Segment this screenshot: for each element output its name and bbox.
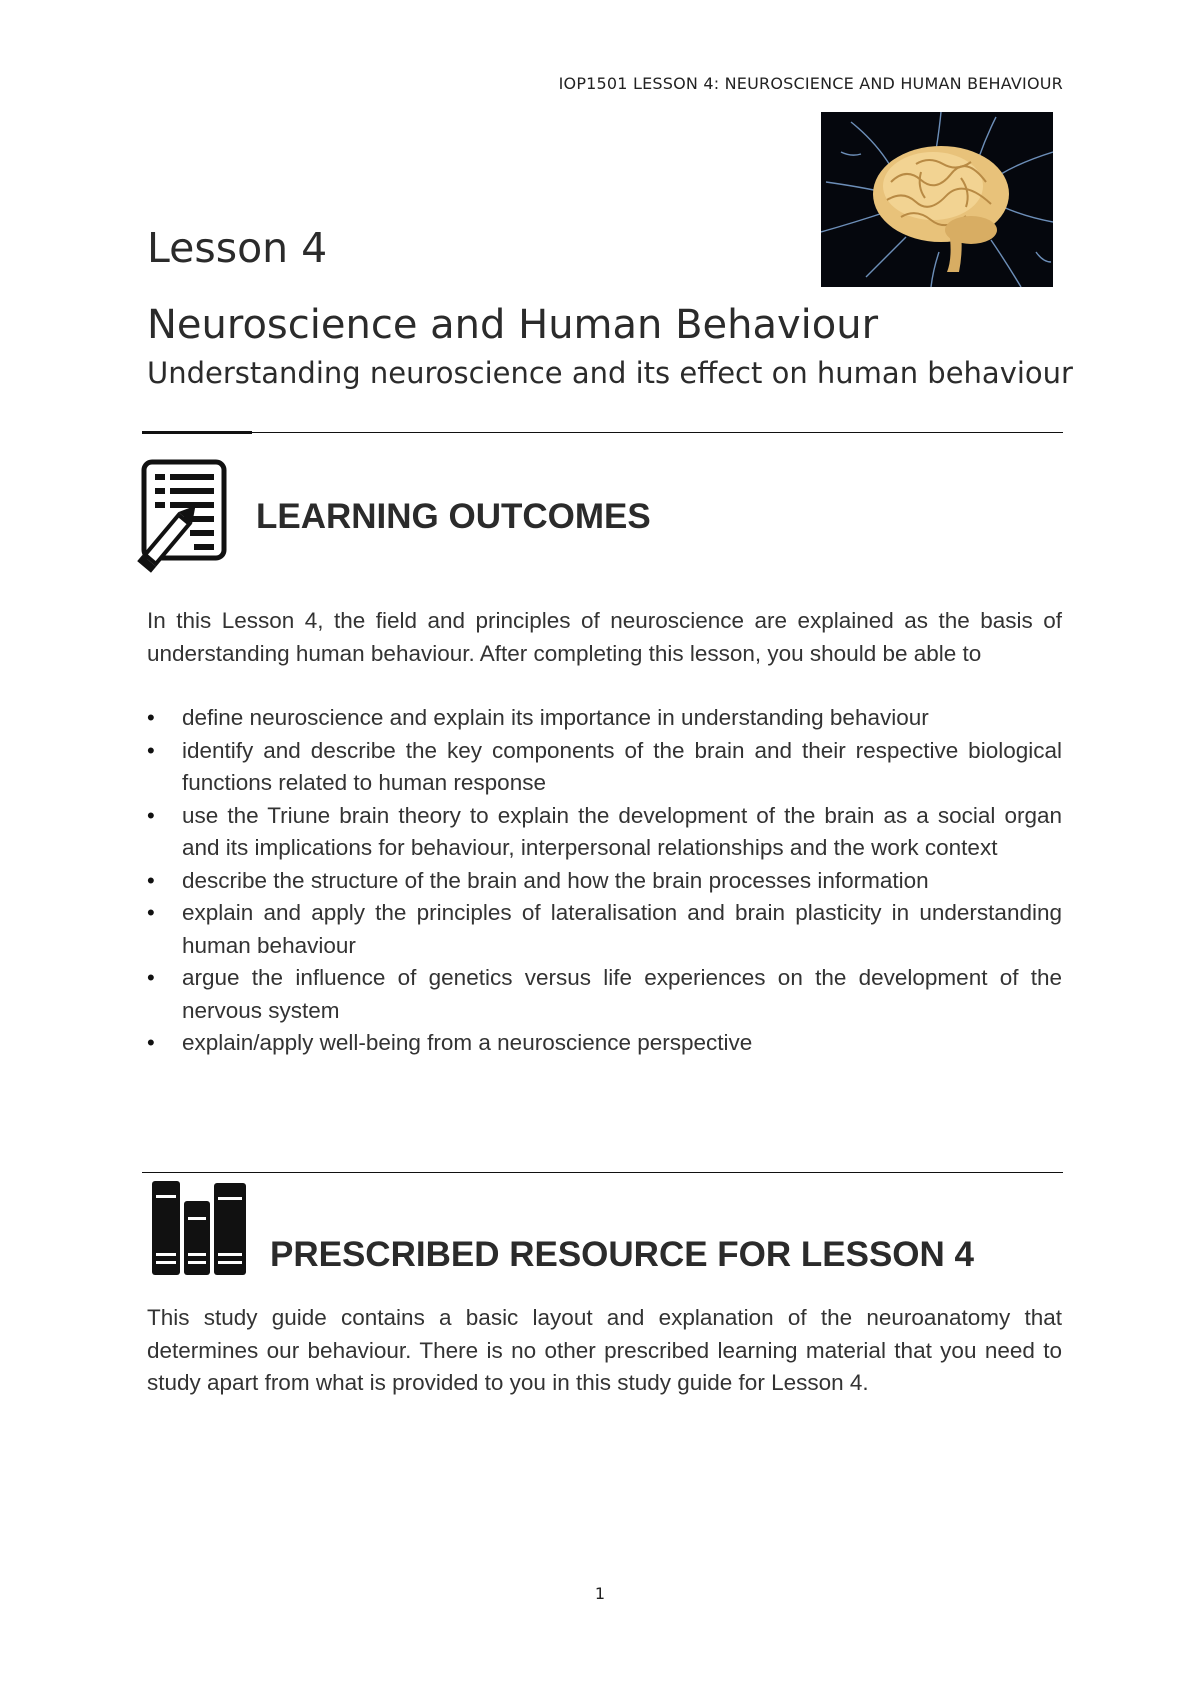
running-header: IOP1501 LESSON 4: NEUROSCIENCE AND HUMAN BEHAVIOUR — [558, 74, 1063, 93]
page-subtitle: Understanding neuroscience and its effect on human behaviour — [147, 356, 1073, 390]
list-item: • define neuroscience and explain its importance in understanding behaviour — [147, 702, 1062, 735]
list-item: • argue the influence of genetics versus life experiences on the development of the nervous system — [147, 962, 1062, 1027]
prescribed-resource-heading: PRESCRIBED RESOURCE FOR LESSON 4 — [270, 1235, 974, 1274]
list-item: • explain/apply well-being from a neuroscience perspective — [147, 1027, 1062, 1060]
checklist-pencil-icon — [128, 458, 228, 580]
page-number: 1 — [594, 1584, 606, 1603]
divider — [142, 432, 1063, 433]
list-item: • identify and describe the key components of the brain and their respective biological functions related to human response — [147, 735, 1062, 800]
prescribed-resource-text: This study guide contains a basic layout and explanation of the neuroanatomy that determines our behaviour. There is no other prescribed learning material that you need to study apart from what is provided to you in this study guide for Lesson 4. — [147, 1305, 1062, 1395]
learning-outcomes-heading: LEARNING OUTCOMES — [256, 497, 651, 536]
lesson-label: Lesson 4 — [147, 224, 328, 272]
brain-illustration — [821, 112, 1053, 287]
divider — [142, 1172, 1063, 1173]
learning-outcomes-list — [147, 702, 1062, 1060]
list-item: • use the Triune brain theory to explain the development of the brain as a social organ and its implications for behaviour, interpersonal relationships and the work context — [147, 800, 1062, 865]
list-item: • explain and apply the principles of lateralisation and brain plasticity in understanding human behaviour — [147, 897, 1062, 962]
books-icon — [150, 1177, 248, 1277]
page-title: Neuroscience and Human Behaviour — [147, 302, 879, 348]
brain-icon — [821, 112, 1053, 287]
list-item: • describe the structure of the brain and how the brain processes information — [147, 865, 1062, 898]
learning-outcomes-intro: In this Lesson 4, the field and principles of neuroscience are explained as the basis of understanding human behaviour. After completing this lesson, you should be able to — [147, 608, 1062, 666]
